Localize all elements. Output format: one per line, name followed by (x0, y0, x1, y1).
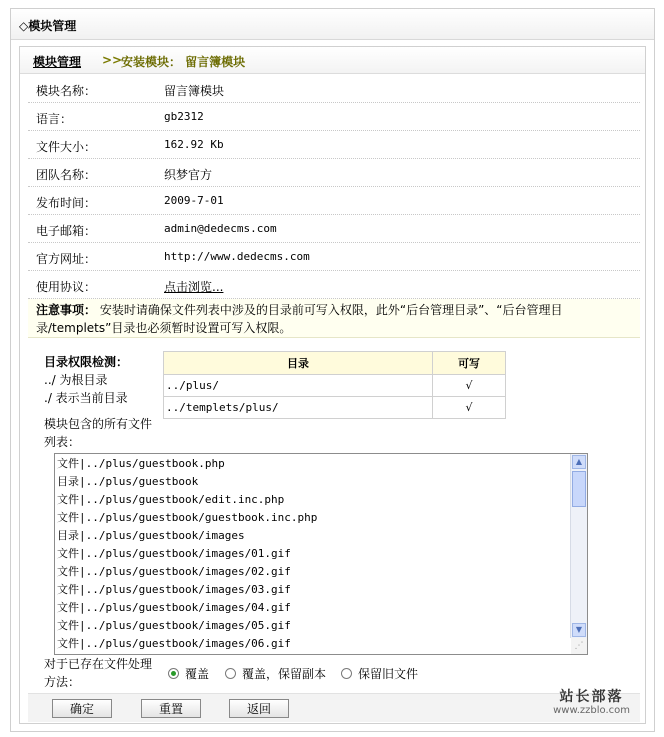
dir-cell: ../plus/ (164, 375, 433, 397)
info-value: http://www.dedecms.com (164, 250, 310, 263)
info-value: gb2312 (164, 110, 204, 123)
table-row (164, 397, 506, 419)
existing-files-label: 对于已存在文件处理方法： (44, 657, 153, 689)
breadcrumb-separator: >> (102, 53, 123, 67)
notice-text: 安装时请确保文件列表中涉及的目录前可写入权限，此外“后台管理目录”、“后台管理目录/templets”目录也必须暂时设置可写入权限。 (36, 303, 563, 335)
info-row-team (28, 159, 640, 187)
notice-title: 注意事项： (36, 303, 97, 317)
breadcrumb-home-link[interactable]: 模块管理 (33, 55, 82, 69)
info-row-language (28, 103, 640, 131)
list-item: 文件|../plus/guestbook/edit.inc.php (57, 493, 285, 506)
permission-label: 目录权限检测： (44, 355, 129, 369)
info-label: 官方网址： (36, 252, 97, 266)
directory-permission-table (163, 351, 506, 419)
info-value: 162.92 Kb (164, 138, 224, 151)
info-value: 2009-7-01 (164, 194, 224, 207)
button-bar (28, 689, 640, 722)
radio-label: 覆盖，保留副本 (242, 667, 327, 681)
title-bar (11, 9, 654, 40)
radio-unchecked-icon[interactable] (225, 668, 236, 679)
install-panel (19, 46, 646, 724)
radio-label: 覆盖 (185, 667, 210, 681)
info-row-website (28, 243, 640, 271)
permission-label-block (44, 353, 162, 407)
dir-cell: ../templets/plus/ (164, 397, 433, 419)
list-item: 目录|../plus/guestbook (57, 475, 199, 488)
info-label: 文件大小： (36, 140, 97, 154)
resize-grip-icon[interactable]: ⋰ (571, 638, 587, 654)
watermark-url: www.zzblo.com (553, 705, 630, 716)
list-item: 文件|../plus/guestbook/images/02.gif (57, 565, 291, 578)
file-list-textarea[interactable] (54, 453, 588, 655)
info-label: 发布时间： (36, 196, 97, 210)
list-item: 文件|../plus/guestbook/guestbook.inc.php (57, 511, 318, 524)
list-item: 文件|../plus/guestbook.php (57, 457, 225, 470)
radio-checked-icon[interactable] (168, 668, 179, 679)
confirm-button[interactable]: 确定 (52, 699, 112, 718)
file-list-scrollbar[interactable] (570, 454, 587, 638)
writable-cell: √ (433, 375, 506, 397)
info-row-module-name (28, 75, 640, 103)
column-header-dir: 目录 (164, 352, 433, 375)
column-header-writable: 可写 (433, 352, 506, 375)
breadcrumb (20, 47, 645, 74)
license-link[interactable]: 点击浏览... (164, 280, 224, 294)
info-label: 团队名称： (36, 168, 97, 182)
info-label: 模块名称： (36, 84, 97, 98)
list-item: 文件|../plus/guestbook/images/06.gif (57, 637, 291, 650)
list-item: 目录|../plus/guestbook/images (57, 529, 245, 542)
list-item: 文件|../plus/guestbook/images/01.gif (57, 547, 291, 560)
info-row-release-date (28, 187, 640, 215)
watermark-title: 站长部落 (559, 689, 624, 705)
radio-label: 保留旧文件 (358, 667, 419, 681)
radio-unchecked-icon[interactable] (341, 668, 352, 679)
scroll-down-icon[interactable]: ▼ (572, 623, 586, 637)
notice-box (28, 299, 640, 338)
breadcrumb-current: 安装模块： 留言簿模块 (121, 55, 246, 69)
reset-button[interactable]: 重置 (141, 699, 201, 718)
radio-option-overwrite[interactable] (168, 665, 209, 682)
scroll-thumb[interactable] (572, 471, 586, 507)
info-value: 留言簿模块 (164, 84, 225, 98)
info-row-license (28, 271, 640, 299)
info-row-file-size (28, 131, 640, 159)
info-row-email (28, 215, 640, 243)
watermark (553, 690, 630, 718)
module-panel (10, 8, 655, 732)
list-item: 文件|../plus/guestbook/images/04.gif (57, 601, 291, 614)
files-label: 模块包含的所有文件列表： (44, 417, 153, 449)
radio-option-keep-old[interactable] (341, 665, 418, 682)
info-label: 电子邮箱： (36, 224, 97, 238)
scroll-up-icon[interactable]: ▲ (572, 455, 586, 469)
info-label: 使用协议： (36, 280, 97, 294)
info-label: 语言： (36, 112, 73, 126)
file-list-lines (57, 455, 567, 653)
permission-hint-root: ../ 为根目录 (44, 373, 108, 387)
radio-option-overwrite-keep-copy[interactable] (225, 665, 326, 682)
list-item: 文件|../plus/guestbook/images/03.gif (57, 583, 291, 596)
writable-cell: √ (433, 397, 506, 419)
permission-hint-current: ./ 表示当前目录 (44, 391, 128, 405)
list-item: 文件|../plus/guestbook/images/05.gif (57, 619, 291, 632)
table-row (164, 375, 506, 397)
info-value: 织梦官方 (164, 168, 213, 182)
info-value: admin@dedecms.com (164, 222, 277, 235)
back-button[interactable]: 返回 (229, 699, 289, 718)
page-title: ◇模块管理 (19, 19, 77, 33)
